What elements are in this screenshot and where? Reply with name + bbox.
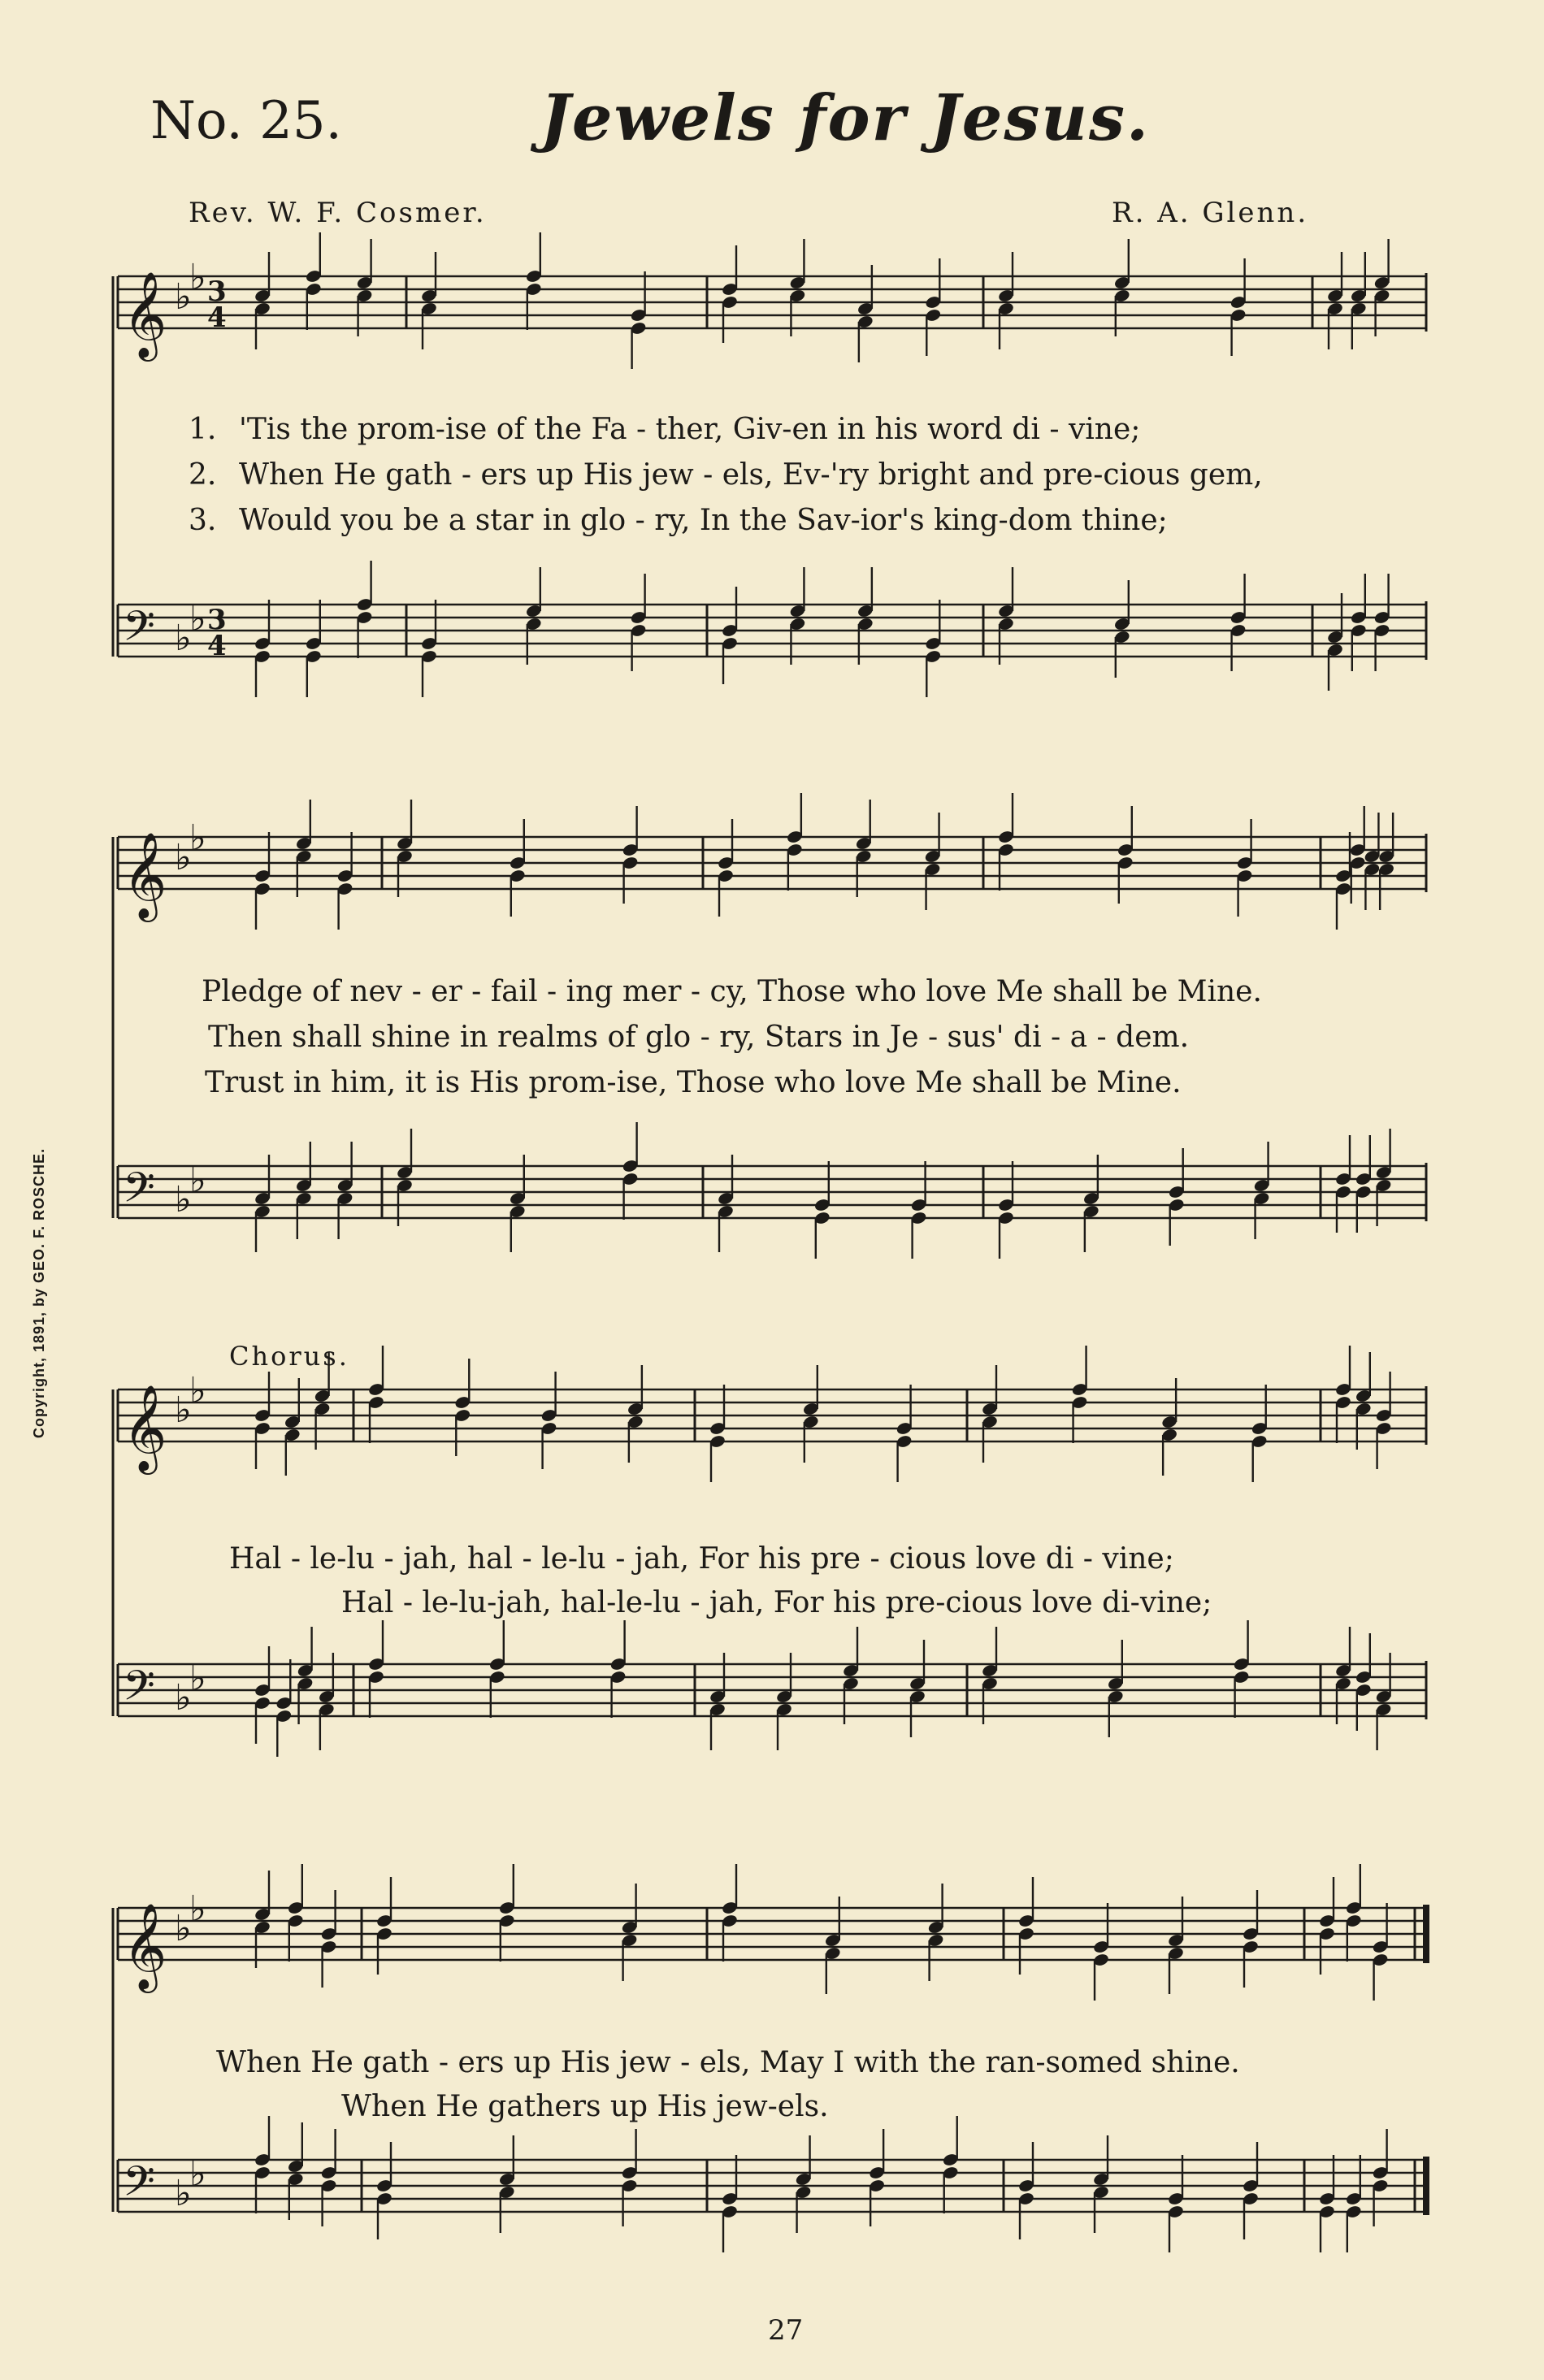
flat-icon: ♭ (175, 1677, 192, 1719)
flat-icon: ♭ (189, 598, 206, 639)
treble-staff (118, 1908, 1426, 1960)
verse-2-line-2: Then shall shine in realms of glo - ry, Stars in Je - sus' di - a - dem. (208, 1021, 1190, 1054)
composer-credit: R. A. Glenn. (1112, 197, 1309, 229)
flat-icon: ♭ (189, 1888, 206, 1930)
bass-clef-icon: 𝄢 (123, 601, 155, 661)
chorus-line-1-soprano: Hal - le-lu - jah, hal - le-lu - jah, For his pre - cious love di - vine; (229, 1542, 1174, 1576)
verse-1-line-1 (189, 413, 1140, 446)
flat-icon: ♭ (175, 837, 192, 878)
bass-staff (118, 2160, 1426, 2212)
verse-3-line-2: Trust in him, it is His prom-ise, Those who love Me shall be Mine. (205, 1066, 1182, 1099)
bass-clef-icon: 𝄢 (123, 1661, 155, 1720)
flat-icon: ♭ (189, 1370, 206, 1411)
chorus-line-2-alto: When He gathers up His jew-els. (341, 2090, 829, 2123)
flat-icon: ♭ (189, 817, 206, 859)
flat-icon: ♭ (189, 257, 206, 298)
time-signature-bottom: 4 (207, 301, 227, 334)
copyright-notice: Copyright, 1891, by GEO. F. ROSCHE. (31, 1147, 47, 1438)
verse-number: 1. (189, 413, 217, 446)
treble-clef-icon: 𝄞 (123, 831, 167, 918)
flat-icon: ♭ (189, 1160, 206, 1201)
time-signature-bottom: 4 (207, 630, 227, 662)
flat-icon: ♭ (175, 1179, 192, 1220)
chorus-line-1-alto: Hal - le-lu-jah, hal-le-lu - jah, For his pre-cious love di-vine; (341, 1586, 1212, 1619)
treble-staff (118, 837, 1426, 889)
flat-icon: ♭ (175, 1389, 192, 1431)
hymn-number: No. 25. (150, 91, 342, 151)
lyric-text: When He gath - ers up His jew - els, Ev-'ry bright and pre-cious gem, (239, 458, 1263, 492)
flat-icon: ♭ (189, 1658, 206, 1699)
lyric-text: Would you be a star in glo - ry, In the Sav-ior's king-dom thine; (239, 504, 1168, 537)
page-number: 27 (768, 2314, 804, 2347)
flat-icon: ♭ (189, 2153, 206, 2195)
lyricist-credit: Rev. W. F. Cosmer. (189, 197, 487, 229)
flat-icon: ♭ (175, 1908, 192, 1949)
bass-clef-icon: 𝄢 (123, 1163, 155, 1222)
bass-staff (118, 1664, 1426, 1716)
flat-icon: ♭ (175, 618, 192, 659)
flat-icon: ♭ (175, 2173, 192, 2214)
bass-clef-icon: 𝄢 (123, 2157, 155, 2216)
treble-clef-icon: 𝄞 (123, 271, 167, 358)
hymn-title: Jewels for Jesus. (540, 81, 1151, 155)
verse-number: 2. (189, 458, 217, 492)
time-signature-top: 3 (207, 275, 227, 308)
verse-2-line-1 (189, 458, 1263, 492)
treble-clef-icon: 𝄞 (123, 1902, 167, 1989)
flat-icon: ♭ (175, 276, 192, 318)
treble-clef-icon: 𝄞 (123, 1384, 167, 1471)
verse-number: 3. (189, 504, 217, 537)
chorus-label: Chorus. (229, 1341, 349, 1372)
chorus-line-2-soprano: When He gath - ers up His jew - els, May I with the ran-somed shine. (216, 2046, 1240, 2079)
lyric-text: 'Tis the prom-ise of the Fa - ther, Giv-en in his word di - vine; (239, 413, 1141, 446)
verse-1-line-2: Pledge of nev - er - fail - ing mer - cy, Those who love Me shall be Mine. (202, 975, 1262, 1008)
verse-3-line-1 (189, 504, 1168, 537)
time-signature-top: 3 (207, 604, 227, 636)
treble-staff (118, 1389, 1426, 1441)
bass-staff (118, 1166, 1426, 1218)
